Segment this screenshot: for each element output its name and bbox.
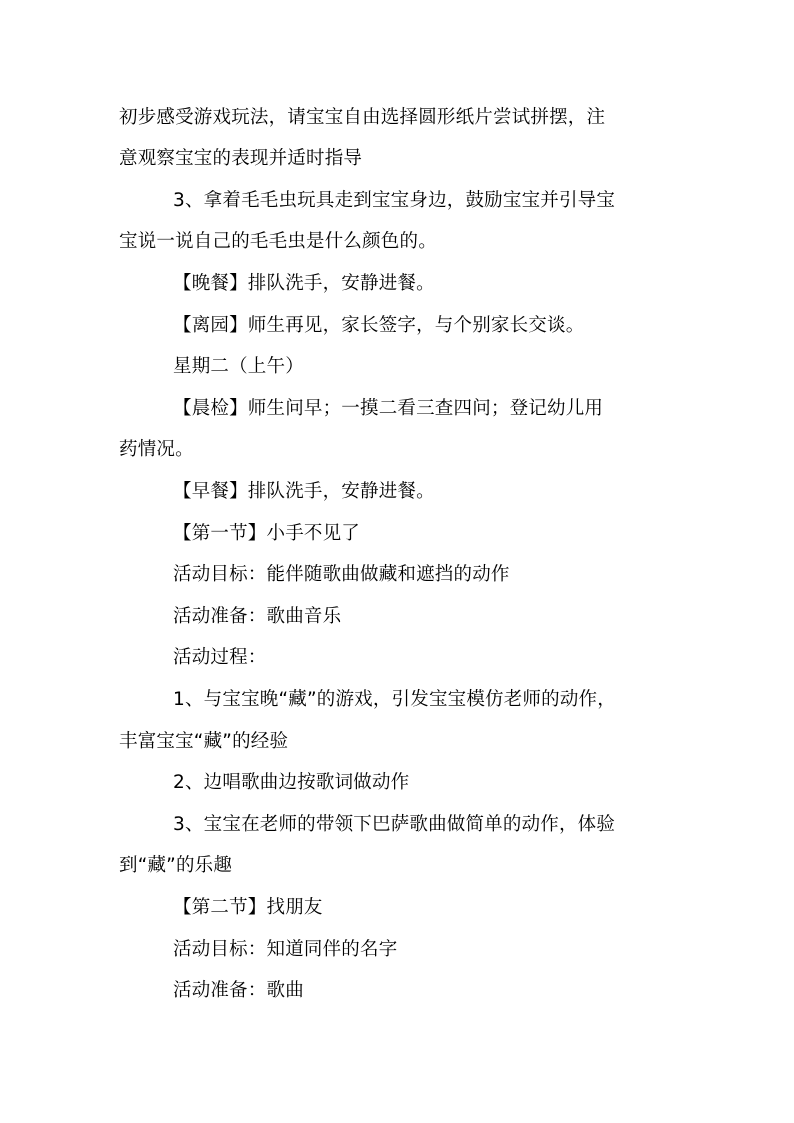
text-line: 【第二节】找朋友 xyxy=(173,897,323,918)
text-line: 活动过程： xyxy=(173,647,267,668)
text-line: 活动目标：能伴随歌曲做藏和遮挡的动作 xyxy=(173,564,510,585)
text-line: 【第一节】小手不见了 xyxy=(173,523,361,544)
text-line: 到“藏”的乐趣 xyxy=(119,855,233,876)
text-line: 活动准备：歌曲音乐 xyxy=(173,606,342,627)
text-line: 【早餐】排队洗手，安静进餐。 xyxy=(173,481,435,502)
text-line: 活动准备：歌曲 xyxy=(173,980,304,1001)
text-line: 活动目标：知道同伴的名字 xyxy=(173,939,398,960)
text-line: 丰富宝宝“藏”的经验 xyxy=(119,731,289,752)
text-line: 药情况。 xyxy=(119,439,194,460)
text-line: 3、宝宝在老师的带领下巴萨歌曲做简单的动作，体验 xyxy=(173,814,616,835)
text-line: 2、边唱歌曲边按歌词做动作 xyxy=(173,772,410,793)
text-line: 【离园】师生再见，家长签字，与个别家长交谈。 xyxy=(173,315,585,336)
text-line: 初步感受游戏玩法，请宝宝自由选择圆形纸片尝试拼摆，注 xyxy=(119,107,606,128)
text-line: 【晨检】师生问早；一摸二看三查四问；登记幼儿用 xyxy=(173,398,604,419)
text-line: 星期二（上午） xyxy=(173,356,304,377)
text-line: 【晚餐】排队洗手，安静进餐。 xyxy=(173,273,435,294)
text-line: 3、拿着毛毛虫玩具走到宝宝身边，鼓励宝宝并引导宝 xyxy=(173,190,616,211)
text-line: 意观察宝宝的表现并适时指导 xyxy=(119,148,363,169)
text-line: 1、与宝宝晚“藏”的游戏，引发宝宝模仿老师的动作， xyxy=(173,689,616,710)
text-line: 宝说一说自己的毛毛虫是什么颜色的。 xyxy=(119,231,437,252)
